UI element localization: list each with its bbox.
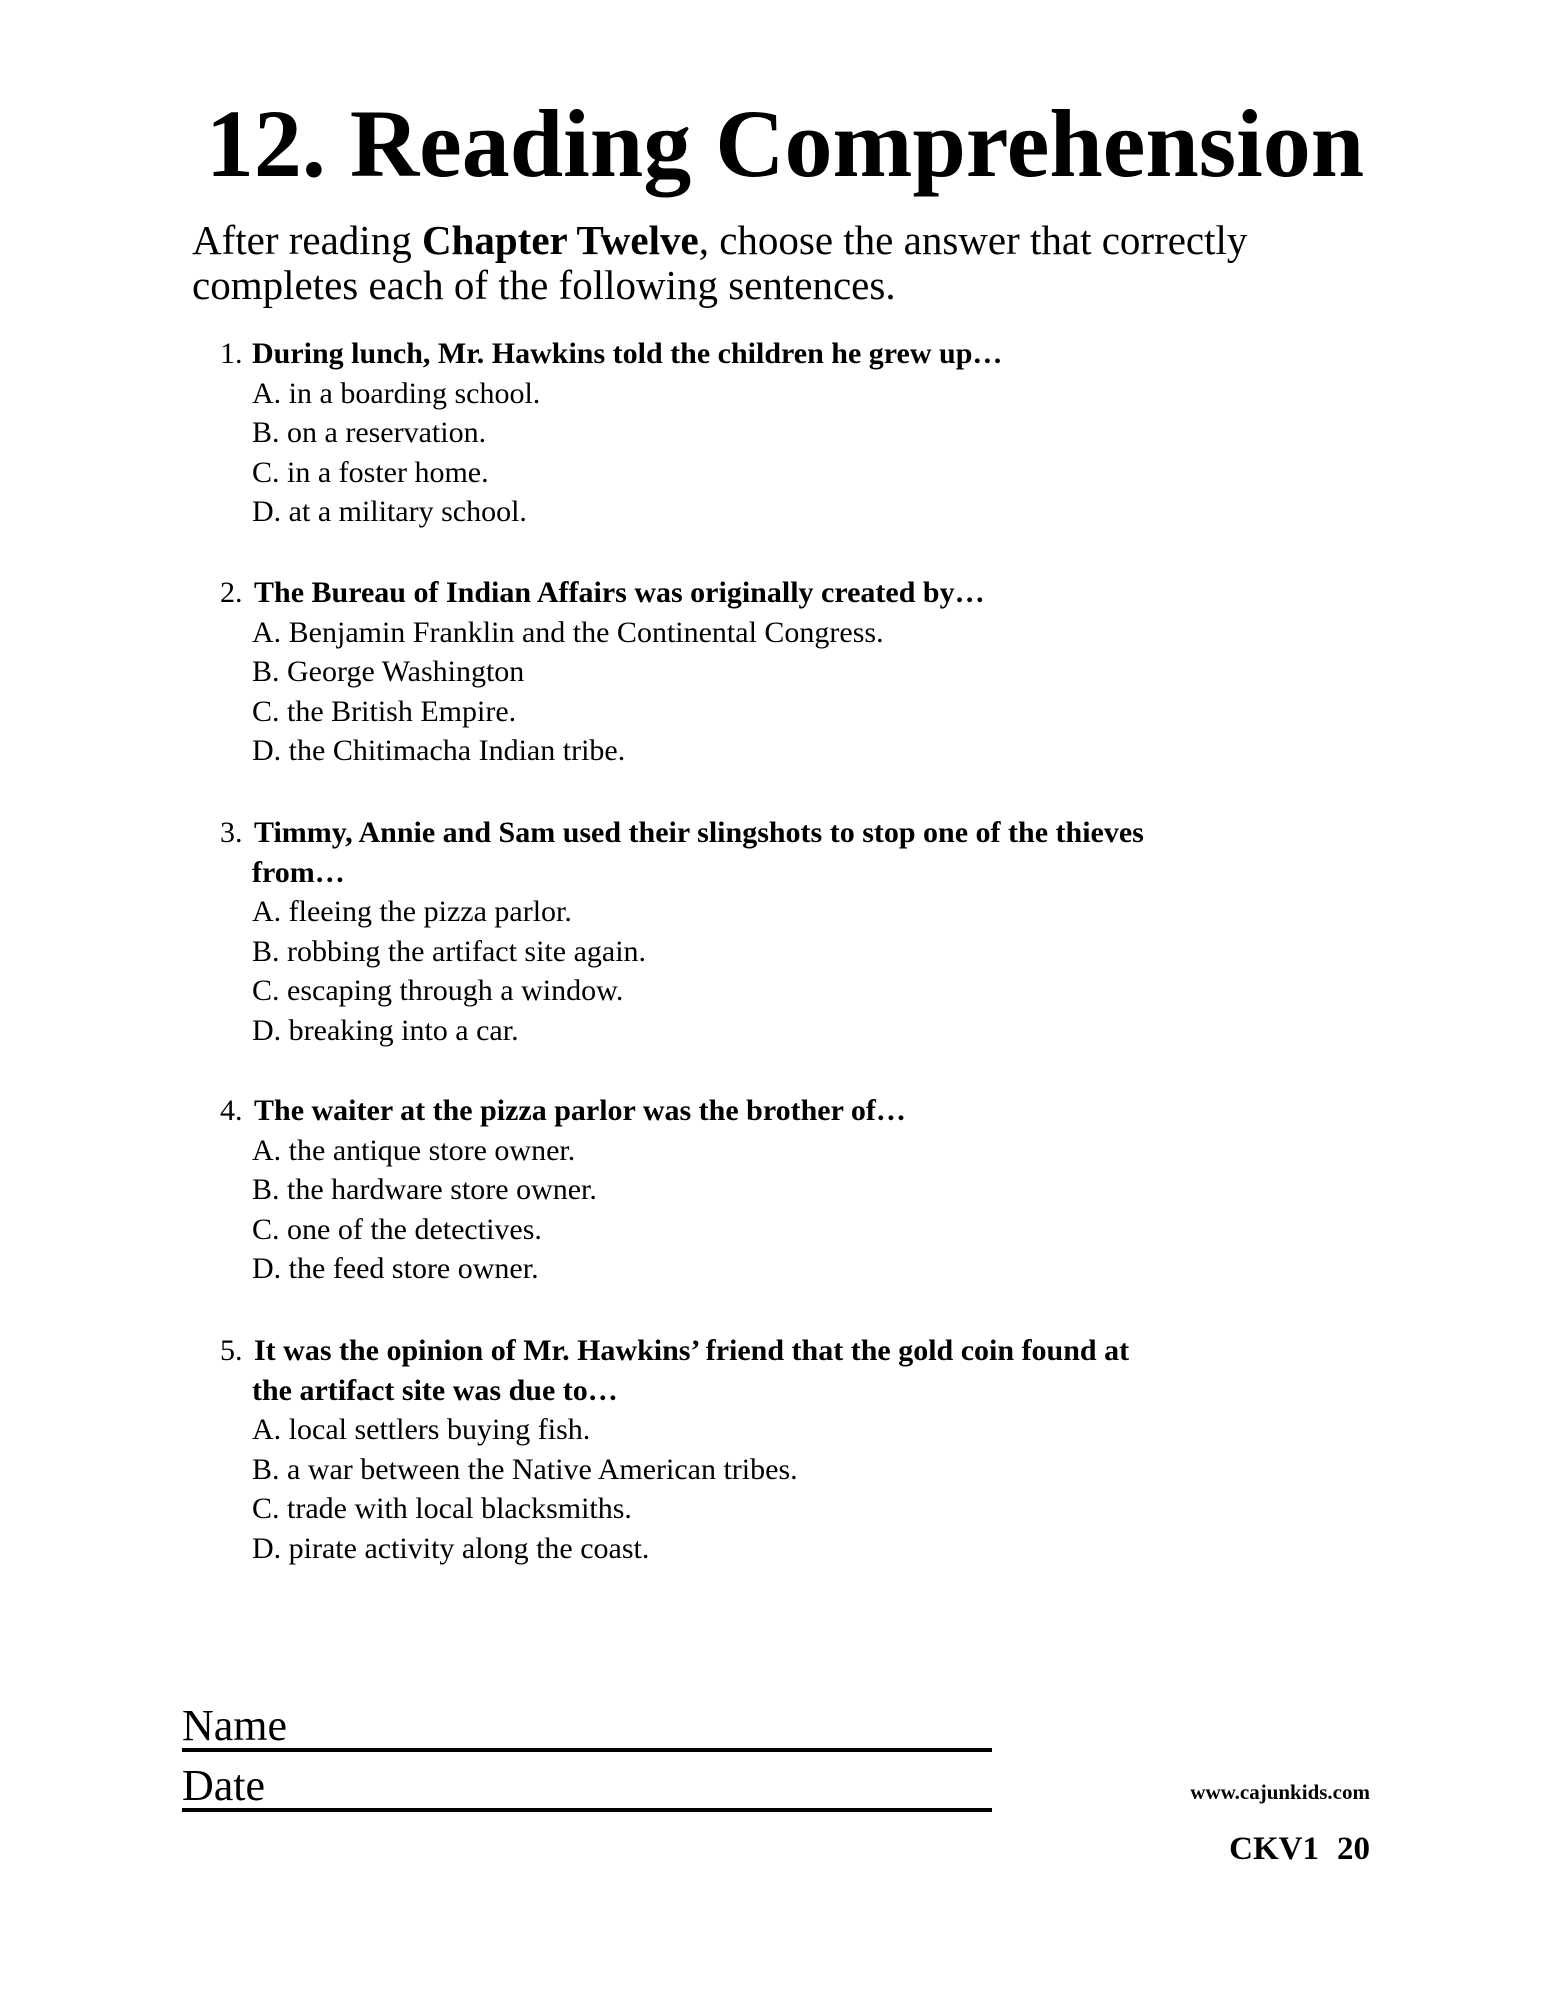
question-stem-line bbox=[220, 1331, 1220, 1371]
question-stem-line bbox=[220, 334, 1220, 374]
instructions-lead: After reading bbox=[192, 217, 422, 263]
question-number: 2. bbox=[220, 576, 243, 609]
date-field[interactable] bbox=[182, 1752, 992, 1812]
option-b: B. on a reservation. bbox=[252, 416, 487, 449]
option-d: D. breaking into a car. bbox=[252, 1013, 519, 1047]
question-3 bbox=[220, 813, 1220, 1050]
question-5 bbox=[220, 1331, 1220, 1568]
page-title: 12. Reading Comprehension bbox=[205, 90, 1365, 197]
question-1 bbox=[220, 334, 1220, 532]
answer-options bbox=[220, 1410, 1220, 1568]
book-code: CKV1 bbox=[1229, 1831, 1319, 1867]
question-stem: The waiter at the pizza parlor was the brother of… bbox=[254, 1094, 906, 1127]
question-number: 3. bbox=[220, 816, 243, 849]
option-c: C. escaping through a window. bbox=[252, 974, 624, 1007]
chapter-name: Chapter Twelve bbox=[421, 217, 699, 263]
option-a: A. in a boarding school. bbox=[252, 376, 541, 410]
option-c: C. in a foster home. bbox=[252, 455, 489, 489]
option-d: D. at a military school. bbox=[252, 495, 527, 528]
date-label: Date bbox=[182, 1761, 266, 1810]
answer-options bbox=[220, 1131, 1220, 1289]
question-stem-line bbox=[220, 1091, 1220, 1131]
name-field[interactable] bbox=[182, 1692, 992, 1752]
option-d: D. pirate activity along the coast. bbox=[252, 1531, 650, 1565]
question-number: 1. bbox=[220, 337, 243, 370]
question-stem-line bbox=[220, 573, 1220, 613]
website-link: www.cajunkids.com bbox=[1190, 1780, 1370, 1804]
option-a: A. the antique store owner. bbox=[252, 1133, 576, 1167]
question-stem: It was the opinion of Mr. Hawkins’ friend that the gold coin found at bbox=[254, 1334, 1130, 1367]
page-number: 20 bbox=[1337, 1831, 1370, 1867]
question-stem: During lunch, Mr. Hawkins told the children he grew up… bbox=[252, 337, 1003, 370]
question-2 bbox=[220, 573, 1220, 771]
question-stem: The Bureau of Indian Affairs was originally created by… bbox=[254, 576, 985, 609]
question-stem-continued: from… bbox=[252, 855, 345, 889]
question-4 bbox=[220, 1091, 1220, 1289]
option-c: C. trade with local blacksmiths. bbox=[252, 1492, 632, 1525]
question-stem-continued: the artifact site was due to… bbox=[252, 1373, 618, 1407]
page-code bbox=[1229, 1831, 1370, 1868]
answer-options bbox=[220, 613, 1220, 771]
option-c: C. one of the detectives. bbox=[252, 1212, 542, 1246]
instructions-rest: , choose the answer that correctly completes each of the following sentences. bbox=[192, 217, 1248, 308]
option-b: B. robbing the artifact site again. bbox=[252, 934, 647, 968]
option-a: A. local settlers buying fish. bbox=[252, 1413, 591, 1446]
option-a: A. Benjamin Franklin and the Continental Congress. bbox=[252, 615, 884, 649]
question-number: 5. bbox=[220, 1334, 243, 1367]
question-stem-line bbox=[220, 813, 1220, 853]
name-label: Name bbox=[182, 1701, 288, 1750]
instructions bbox=[192, 218, 1392, 308]
answer-options bbox=[220, 374, 1220, 532]
question-stem: Timmy, Annie and Sam used their slingshots to stop one of the thieves bbox=[254, 816, 1144, 849]
question-number: 4. bbox=[220, 1094, 243, 1127]
signature-block bbox=[182, 1692, 992, 1812]
option-a: A. fleeing the pizza parlor. bbox=[252, 895, 572, 928]
option-b: B. George Washington bbox=[252, 655, 525, 688]
option-b: B. a war between the Native American tribes. bbox=[252, 1452, 798, 1486]
option-d: D. the feed store owner. bbox=[252, 1252, 539, 1285]
answer-options bbox=[220, 892, 1220, 1050]
option-b: B. the hardware store owner. bbox=[252, 1173, 597, 1206]
option-c: C. the British Empire. bbox=[252, 694, 517, 728]
option-d: D. the Chitimacha Indian tribe. bbox=[252, 734, 626, 767]
